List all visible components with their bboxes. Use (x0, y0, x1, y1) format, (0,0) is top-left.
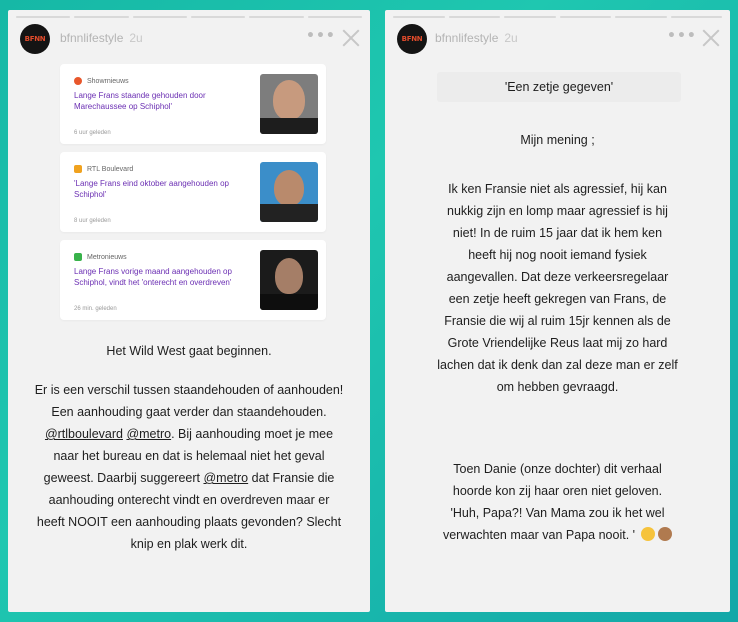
source-name: RTL Boulevard (87, 165, 134, 173)
body-text: geweest. Daarbij suggereert (43, 471, 204, 485)
news-source (74, 165, 133, 173)
body-line (8, 423, 370, 445)
paragraph-line: 'Huh, Papa?! Van Mama zou ik het wel (450, 506, 665, 520)
body-line (8, 467, 370, 489)
paragraph-line: Fransie die wij al ruim 15jr kennen als de (444, 314, 671, 328)
news-card (60, 64, 326, 144)
news-card (60, 240, 326, 320)
avatar-logo: BFNN (24, 35, 46, 43)
paragraph-line: nukkig zijn en lomp maar agressief is hij (447, 204, 668, 218)
paragraph-line: Ik ken Fransie niet als agressief, hij kan (448, 182, 667, 196)
news-headline: Lange Frans staande gehouden door Marechaussee op Schiphol' (74, 91, 206, 111)
paragraph-line: een zetje heeft gekregen van Frans, de (448, 292, 667, 306)
mention-metro[interactable]: @metro (126, 427, 172, 441)
source-name: Metronieuws (87, 253, 127, 261)
news-source (74, 77, 129, 85)
news-time: 26 min. geleden (74, 306, 117, 312)
opinion-heading: Mijn mening ; (520, 133, 595, 147)
news-card (60, 152, 326, 232)
story-heading: Het Wild West gaat beginnen. (106, 344, 272, 358)
news-headline: 'Lange Frans eind oktober aangehouden op Schiphol' (74, 179, 229, 199)
paragraph-line: aangevallen. Dat deze verkeersregelaar (446, 270, 669, 284)
close-icon[interactable] (342, 28, 360, 46)
close-icon[interactable] (702, 28, 720, 46)
source-icon (74, 253, 82, 261)
paragraph-line: Toen Danie (onze dochter) dit verhaal (453, 462, 662, 476)
story-left (8, 10, 370, 612)
body-line: heeft NOOIT een aanhouding plaats gevonden? Slecht (36, 515, 342, 529)
paragraph-line: heeft hij nog nooit iemand fysiek (468, 248, 647, 262)
source-icon (74, 77, 82, 85)
news-thumbnail (260, 162, 318, 222)
more-options-icon[interactable]: ••• (667, 28, 697, 44)
news-cards (60, 64, 326, 328)
paragraph-line: verwachten maar van Papa nooit. ' (385, 524, 730, 546)
body-line: Een aanhouding gaat verder dan staandehouden. (51, 405, 327, 419)
story-progress-bar (393, 16, 722, 18)
body-line: Er is een verschil tussen staandehouden of aanhouden! (34, 383, 344, 397)
avatar[interactable] (20, 24, 50, 54)
quote-box: 'Een zetje gegeven' (437, 72, 681, 102)
body-text: . Bij aanhouding moet je mee (171, 427, 334, 441)
news-time: 6 uur geleden (74, 130, 111, 136)
news-source (74, 253, 127, 261)
avatar[interactable] (397, 24, 427, 54)
anecdote-paragraph (385, 458, 730, 546)
story-progress-bar (16, 16, 362, 18)
news-time: 8 uur geleden (74, 218, 111, 224)
username[interactable] (60, 31, 143, 45)
news-headline: Lange Frans vorige maand aangehouden op Schiphol, vindt het 'onterecht en overdreven' (74, 267, 232, 287)
avatar-logo: BFNN (401, 35, 423, 43)
post-time: 2u (504, 31, 518, 45)
monkey-emoji-icon (658, 527, 672, 541)
mention-rtlboulevard[interactable]: @rtlboulevard (44, 427, 123, 441)
laughing-emoji-icon (641, 527, 655, 541)
body-line: naar het bureau en dat is helemaal niet het geval (53, 449, 325, 463)
body-line: aanhouding onterecht vindt en overdreven maar er (48, 493, 330, 507)
news-thumbnail (260, 250, 318, 310)
body-line: knip en plak werk dit. (130, 537, 248, 551)
paragraph-line: Grote Vriendelijke Reus laat mij zo hard (447, 336, 668, 350)
username-text[interactable]: bfnnlifestyle (60, 31, 124, 45)
paragraph-line: om hebben gevraagd. (496, 380, 619, 394)
post-time: 2u (129, 31, 143, 45)
body-text: dat Fransie die (248, 471, 335, 485)
more-options-icon[interactable]: ••• (306, 28, 336, 44)
username-text[interactable]: bfnnlifestyle (435, 31, 499, 45)
source-icon (74, 165, 82, 173)
story-right (385, 10, 730, 612)
paragraph-line: lachen dat ik denk dan zal deze man er zelf (437, 358, 678, 372)
paragraph-line: hoorde kon zij haar oren niet geloven. (452, 484, 663, 498)
source-name: Showrnieuws (87, 77, 129, 85)
opinion-paragraph (385, 178, 730, 398)
username[interactable] (435, 31, 518, 45)
paragraph-line: niet! In de ruim 15 jaar dat ik hem ken (452, 226, 663, 240)
news-thumbnail (260, 74, 318, 134)
story-body (8, 379, 370, 555)
mention-metro[interactable]: @metro (203, 471, 249, 485)
